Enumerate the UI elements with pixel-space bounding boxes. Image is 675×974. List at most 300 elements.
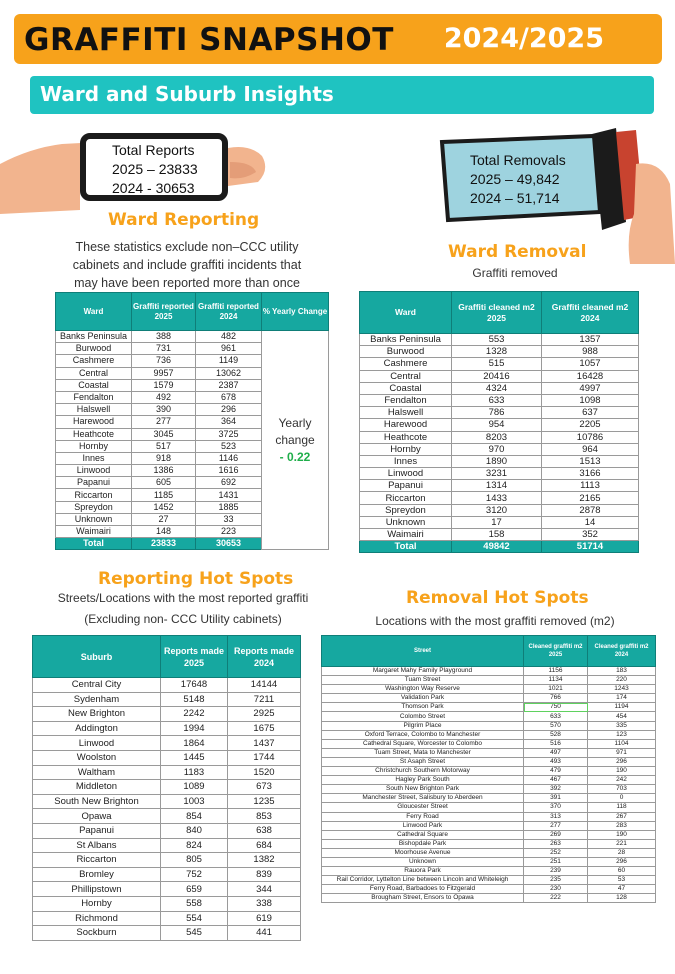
reporting-hotspots-note bbox=[38, 589, 328, 628]
table-row bbox=[322, 739, 656, 748]
table-cell: 123 bbox=[588, 730, 656, 739]
table-cell: 296 bbox=[588, 857, 656, 866]
table-cell: Middleton bbox=[33, 780, 161, 795]
table-cell: 263 bbox=[524, 839, 588, 848]
table-cell: 20416 bbox=[452, 370, 542, 382]
table-cell: 3045 bbox=[132, 428, 196, 440]
table-cell: Spreydon bbox=[56, 501, 132, 513]
table-cell: 1146 bbox=[196, 452, 262, 464]
table-cell: 633 bbox=[524, 712, 588, 721]
table-cell: 441 bbox=[228, 926, 301, 941]
total-removals-2024: 2024 – 51,714 bbox=[470, 190, 560, 206]
table-cell: 558 bbox=[161, 896, 228, 911]
table-cell: 1134 bbox=[524, 676, 588, 685]
table-cell: 1003 bbox=[161, 794, 228, 809]
table-cell: 703 bbox=[588, 785, 656, 794]
table-row bbox=[33, 707, 301, 722]
table-cell: St Asaph Street bbox=[322, 757, 524, 766]
yearly-change-label: Yearly bbox=[278, 415, 312, 430]
column-header: Ward bbox=[360, 292, 452, 334]
table-cell: Hornby bbox=[33, 896, 161, 911]
table-cell: Opawa bbox=[33, 809, 161, 824]
table-row bbox=[360, 370, 639, 382]
table-cell: Unknown bbox=[56, 513, 132, 525]
table-cell: 338 bbox=[228, 896, 301, 911]
removal-hotspots-table bbox=[321, 635, 656, 903]
table-cell: Papanui bbox=[360, 480, 452, 492]
table-cell: Linwood bbox=[33, 736, 161, 751]
table-cell: 0 bbox=[588, 794, 656, 803]
table-cell: 277 bbox=[524, 821, 588, 830]
table-cell: Linwood Park bbox=[322, 821, 524, 830]
table-cell: 1445 bbox=[161, 750, 228, 765]
table-cell: 128 bbox=[588, 894, 656, 903]
table-cell: 4997 bbox=[542, 382, 639, 394]
table-cell: 766 bbox=[524, 694, 588, 703]
table-cell: 2387 bbox=[196, 379, 262, 391]
table-row bbox=[322, 703, 656, 712]
table-cell: Papanui bbox=[56, 477, 132, 489]
table-cell: 493 bbox=[524, 757, 588, 766]
table-cell: 230 bbox=[524, 885, 588, 894]
reporting-hotspots-table bbox=[32, 635, 301, 941]
table-cell: 1616 bbox=[196, 465, 262, 477]
table-cell: 854 bbox=[161, 809, 228, 824]
table-cell: Spreydon bbox=[360, 504, 452, 516]
table-cell: Waimairi bbox=[360, 529, 452, 541]
table-cell: Central bbox=[360, 370, 452, 382]
total-removals-2025: 2025 – 49,842 bbox=[470, 171, 560, 187]
total-reports-summary bbox=[112, 141, 198, 198]
table-row bbox=[360, 529, 639, 541]
table-cell: 1113 bbox=[542, 480, 639, 492]
table-cell: 267 bbox=[588, 812, 656, 821]
table-cell: 1021 bbox=[524, 685, 588, 694]
table-cell: 5148 bbox=[161, 692, 228, 707]
table-cell: 364 bbox=[196, 416, 262, 428]
ward-reporting-note-line: These statistics exclude non–CCC utility bbox=[75, 240, 299, 254]
table-row bbox=[322, 757, 656, 766]
table-cell: 553 bbox=[452, 334, 542, 346]
table-cell: 8203 bbox=[452, 431, 542, 443]
table-cell: 918 bbox=[132, 452, 196, 464]
table-cell: 313 bbox=[524, 812, 588, 821]
table-cell: 190 bbox=[588, 830, 656, 839]
table-cell: 1386 bbox=[132, 465, 196, 477]
table-cell: 1433 bbox=[452, 492, 542, 504]
table-cell: 174 bbox=[588, 694, 656, 703]
table-cell: 786 bbox=[452, 407, 542, 419]
table-row bbox=[33, 809, 301, 824]
table-row bbox=[360, 468, 639, 480]
table-cell: Tuam Street, Mata to Manchester bbox=[322, 748, 524, 757]
table-cell: 1104 bbox=[588, 739, 656, 748]
table-cell: 528 bbox=[524, 730, 588, 739]
table-cell: 1314 bbox=[452, 480, 542, 492]
reporting-hotspots-title: Reporting Hot Spots bbox=[98, 569, 294, 589]
table-cell: 28 bbox=[588, 848, 656, 857]
table-cell: Heathcote bbox=[360, 431, 452, 443]
table-cell: Cathedral Square bbox=[322, 830, 524, 839]
table-cell: 269 bbox=[524, 830, 588, 839]
table-cell: South New Brighton bbox=[33, 794, 161, 809]
yearly-change-cell bbox=[262, 331, 329, 550]
total-cell: 30653 bbox=[196, 538, 262, 550]
table-row bbox=[33, 853, 301, 868]
table-row bbox=[360, 431, 639, 443]
table-row bbox=[322, 803, 656, 812]
table-cell: 673 bbox=[228, 780, 301, 795]
table-cell: Linwood bbox=[56, 465, 132, 477]
table-row bbox=[322, 748, 656, 757]
table-cell: Unknown bbox=[360, 516, 452, 528]
table-cell: 183 bbox=[588, 667, 656, 676]
yearly-change-value: - 0.22 bbox=[279, 449, 311, 464]
table-row bbox=[322, 876, 656, 885]
table-cell: 392 bbox=[524, 785, 588, 794]
total-removals-summary bbox=[470, 151, 566, 208]
table-cell: 222 bbox=[524, 894, 588, 903]
table-cell: Harewood bbox=[56, 416, 132, 428]
table-cell: 1057 bbox=[542, 358, 639, 370]
table-row bbox=[322, 839, 656, 848]
table-cell: 619 bbox=[228, 911, 301, 926]
table-row bbox=[33, 765, 301, 780]
table-cell: Addington bbox=[33, 721, 161, 736]
table-cell: 2205 bbox=[542, 419, 639, 431]
table-cell: Moorhouse Avenue bbox=[322, 848, 524, 857]
table-row bbox=[33, 896, 301, 911]
table-cell: 2165 bbox=[542, 492, 639, 504]
table-row bbox=[33, 911, 301, 926]
table-cell: 190 bbox=[588, 767, 656, 776]
table-cell: 570 bbox=[524, 721, 588, 730]
table-cell: 692 bbox=[196, 477, 262, 489]
table-cell: 1744 bbox=[228, 750, 301, 765]
table-cell: 388 bbox=[132, 331, 196, 343]
table-row bbox=[322, 794, 656, 803]
table-row bbox=[360, 443, 639, 455]
table-cell: 1994 bbox=[161, 721, 228, 736]
table-row bbox=[322, 767, 656, 776]
table-row bbox=[33, 882, 301, 897]
title-banner bbox=[14, 14, 662, 64]
table-cell: Harewood bbox=[360, 419, 452, 431]
table-row bbox=[33, 794, 301, 809]
table-cell: Tuam Street bbox=[322, 676, 524, 685]
reporting-hotspots-note-line: Streets/Locations with the most reported graffiti bbox=[57, 591, 309, 605]
table-cell: 1890 bbox=[452, 455, 542, 467]
table-cell: Papanui bbox=[33, 823, 161, 838]
table-cell: 239 bbox=[524, 867, 588, 876]
total-cell: Total bbox=[56, 538, 132, 550]
table-cell: 731 bbox=[132, 343, 196, 355]
table-row bbox=[322, 894, 656, 903]
table-row bbox=[360, 358, 639, 370]
table-row bbox=[322, 857, 656, 866]
table-row bbox=[33, 838, 301, 853]
table-cell: 1098 bbox=[542, 394, 639, 406]
table-row bbox=[33, 823, 301, 838]
table-cell: 961 bbox=[196, 343, 262, 355]
yearly-change-label: change bbox=[275, 432, 315, 447]
table-cell: 454 bbox=[588, 712, 656, 721]
table-cell: 1194 bbox=[588, 703, 656, 712]
table-row bbox=[33, 736, 301, 751]
table-cell: 3231 bbox=[452, 468, 542, 480]
table-cell: 1579 bbox=[132, 379, 196, 391]
table-cell: 335 bbox=[588, 721, 656, 730]
table-cell: 220 bbox=[588, 676, 656, 685]
table-row bbox=[360, 346, 639, 358]
table-cell: Bishopdale Park bbox=[322, 839, 524, 848]
table-row bbox=[322, 867, 656, 876]
table-cell: 633 bbox=[452, 394, 542, 406]
table-row bbox=[322, 685, 656, 694]
table-cell: Sockburn bbox=[33, 926, 161, 941]
table-cell: 736 bbox=[132, 355, 196, 367]
ward-removal-table bbox=[359, 291, 639, 553]
table-cell: Riccarton bbox=[360, 492, 452, 504]
table-cell: 390 bbox=[132, 404, 196, 416]
table-row bbox=[33, 692, 301, 707]
table-cell: 1431 bbox=[196, 489, 262, 501]
table-row bbox=[322, 676, 656, 685]
table-cell: 1328 bbox=[452, 346, 542, 358]
table-cell: Central City bbox=[33, 678, 161, 693]
table-cell: 235 bbox=[524, 876, 588, 885]
table-row bbox=[322, 848, 656, 857]
table-cell: 252 bbox=[524, 848, 588, 857]
table-row bbox=[322, 694, 656, 703]
table-cell: 605 bbox=[132, 477, 196, 489]
table-cell: Coastal bbox=[56, 379, 132, 391]
table-cell: 60 bbox=[588, 867, 656, 876]
reporting-hotspots-note-line: (Excluding non- CCC Utility cabinets) bbox=[84, 612, 282, 626]
table-cell: 2242 bbox=[161, 707, 228, 722]
table-row bbox=[33, 926, 301, 941]
table-cell: Unknown bbox=[322, 857, 524, 866]
table-cell: Burwood bbox=[56, 343, 132, 355]
column-header: % Yearly Change bbox=[262, 293, 329, 331]
table-cell: Coastal bbox=[360, 382, 452, 394]
table-row bbox=[360, 455, 639, 467]
table-cell: 467 bbox=[524, 776, 588, 785]
table-row bbox=[360, 407, 639, 419]
table-cell: Banks Peninsula bbox=[56, 331, 132, 343]
table-cell: 853 bbox=[228, 809, 301, 824]
table-cell: St Albans bbox=[33, 838, 161, 853]
table-cell: 482 bbox=[196, 331, 262, 343]
table-row bbox=[33, 780, 301, 795]
column-header: Reports made 2024 bbox=[228, 636, 301, 678]
table-cell: Brougham Street, Ensors to Opawa bbox=[322, 894, 524, 903]
total-reports-label: Total Reports bbox=[112, 142, 195, 158]
table-cell: 2878 bbox=[542, 504, 639, 516]
table-cell: 148 bbox=[132, 526, 196, 538]
table-cell: Richmond bbox=[33, 911, 161, 926]
column-header: Street bbox=[322, 636, 524, 667]
table-cell: 492 bbox=[132, 391, 196, 403]
table-row bbox=[322, 830, 656, 839]
table-cell: 638 bbox=[228, 823, 301, 838]
table-cell: Waltham bbox=[33, 765, 161, 780]
table-cell: South New Brighton Park bbox=[322, 785, 524, 794]
table-row bbox=[33, 721, 301, 736]
table-cell: Rauora Park bbox=[322, 867, 524, 876]
ward-reporting-note-line: may have been reported more than once bbox=[74, 276, 300, 290]
table-cell: 678 bbox=[196, 391, 262, 403]
table-cell: Oxford Terrace, Colombo to Manchester bbox=[322, 730, 524, 739]
table-cell: 296 bbox=[196, 404, 262, 416]
removal-hotspots-title: Removal Hot Spots bbox=[406, 588, 589, 608]
table-cell: 752 bbox=[161, 867, 228, 882]
table-cell: Cathedral Square, Worcester to Colombo bbox=[322, 739, 524, 748]
table-cell: 1513 bbox=[542, 455, 639, 467]
total-cell: 51714 bbox=[542, 541, 639, 553]
table-cell: 659 bbox=[161, 882, 228, 897]
table-cell: 13062 bbox=[196, 367, 262, 379]
column-header: Reports made 2025 bbox=[161, 636, 228, 678]
table-row bbox=[360, 419, 639, 431]
table-cell: 839 bbox=[228, 867, 301, 882]
table-cell: 221 bbox=[588, 839, 656, 848]
column-header: Cleaned graffiti m2 2025 bbox=[524, 636, 588, 667]
total-cell: 23833 bbox=[132, 538, 196, 550]
table-cell: 1089 bbox=[161, 780, 228, 795]
table-row bbox=[322, 776, 656, 785]
table-cell: Hornby bbox=[56, 440, 132, 452]
table-cell: Cashmere bbox=[360, 358, 452, 370]
table-cell: 242 bbox=[588, 776, 656, 785]
table-cell: 33 bbox=[196, 513, 262, 525]
table-cell: 118 bbox=[588, 803, 656, 812]
column-header: Cleaned graffiti m2 2024 bbox=[588, 636, 656, 667]
table-row bbox=[322, 885, 656, 894]
table-cell: 954 bbox=[452, 419, 542, 431]
table-cell: 497 bbox=[524, 748, 588, 757]
table-cell: Innes bbox=[360, 455, 452, 467]
table-cell: Linwood bbox=[360, 468, 452, 480]
table-cell: 1864 bbox=[161, 736, 228, 751]
table-cell: 824 bbox=[161, 838, 228, 853]
table-cell: 517 bbox=[132, 440, 196, 452]
table-cell: 283 bbox=[588, 821, 656, 830]
table-cell: 637 bbox=[542, 407, 639, 419]
table-cell: 1149 bbox=[196, 355, 262, 367]
table-cell: Fendalton bbox=[360, 394, 452, 406]
table-cell: 1357 bbox=[542, 334, 639, 346]
removal-hotspots-subtitle: Locations with the most graffiti removed (m2) bbox=[375, 614, 615, 628]
table-cell: 988 bbox=[542, 346, 639, 358]
table-cell: 1183 bbox=[161, 765, 228, 780]
table-cell: 523 bbox=[196, 440, 262, 452]
ward-reporting-note bbox=[52, 238, 322, 292]
table-row bbox=[360, 480, 639, 492]
table-cell: 1185 bbox=[132, 489, 196, 501]
table-row bbox=[322, 821, 656, 830]
table-cell: Central bbox=[56, 367, 132, 379]
table-row bbox=[360, 382, 639, 394]
column-header: Graffiti reported 2024 bbox=[196, 293, 262, 331]
table-cell: 352 bbox=[542, 529, 639, 541]
table-cell: Christchurch Southern Motorway bbox=[322, 767, 524, 776]
table-cell: 9957 bbox=[132, 367, 196, 379]
table-cell: 516 bbox=[524, 739, 588, 748]
table-cell: 1520 bbox=[228, 765, 301, 780]
section-banner bbox=[30, 76, 654, 114]
table-cell: Innes bbox=[56, 452, 132, 464]
table-cell: Pilgrim Place bbox=[322, 721, 524, 730]
column-header: Ward bbox=[56, 293, 132, 331]
table-cell: 14 bbox=[542, 516, 639, 528]
table-cell: 971 bbox=[588, 748, 656, 757]
table-cell: Gloucester Street bbox=[322, 803, 524, 812]
table-cell: 840 bbox=[161, 823, 228, 838]
table-cell: Fendalton bbox=[56, 391, 132, 403]
table-cell: 1243 bbox=[588, 685, 656, 694]
report-year: 2024/2025 bbox=[443, 23, 604, 54]
table-cell: Manchester Street, Salisbury to Aberdeen bbox=[322, 794, 524, 803]
table-cell: 251 bbox=[524, 857, 588, 866]
table-cell: 7211 bbox=[228, 692, 301, 707]
ward-reporting-title: Ward Reporting bbox=[108, 210, 260, 230]
table-cell: Validation Park bbox=[322, 694, 524, 703]
table-cell: 391 bbox=[524, 794, 588, 803]
table-row bbox=[360, 504, 639, 516]
table-cell: Riccarton bbox=[56, 489, 132, 501]
table-row bbox=[33, 750, 301, 765]
table-cell: Ferry Road, Barbadoes to Fitzgerald bbox=[322, 885, 524, 894]
table-cell: 964 bbox=[542, 443, 639, 455]
table-cell: 17 bbox=[452, 516, 542, 528]
table-cell: 3120 bbox=[452, 504, 542, 516]
table-cell: 53 bbox=[588, 876, 656, 885]
table-cell: Bromley bbox=[33, 867, 161, 882]
table-cell: 684 bbox=[228, 838, 301, 853]
table-cell: 14144 bbox=[228, 678, 301, 693]
table-cell: Halswell bbox=[56, 404, 132, 416]
table-cell: 750 bbox=[524, 703, 588, 712]
table-cell: 370 bbox=[524, 803, 588, 812]
table-cell: 2925 bbox=[228, 707, 301, 722]
table-cell: 970 bbox=[452, 443, 542, 455]
table-cell: 3725 bbox=[196, 428, 262, 440]
table-cell: Heathcote bbox=[56, 428, 132, 440]
table-row bbox=[33, 867, 301, 882]
table-cell: 17648 bbox=[161, 678, 228, 693]
total-row bbox=[360, 541, 639, 553]
table-row bbox=[322, 712, 656, 721]
ward-removal-subtitle: Graffiti removed bbox=[472, 266, 558, 280]
table-row bbox=[33, 678, 301, 693]
table-cell: 1437 bbox=[228, 736, 301, 751]
section-banner-title: Ward and Suburb Insights bbox=[40, 82, 334, 106]
table-cell: Phillipstown bbox=[33, 882, 161, 897]
table-cell: Rail Corridor, Lyttelton Line between Lincoln and Whiteleigh bbox=[322, 876, 524, 885]
table-cell: 296 bbox=[588, 757, 656, 766]
table-cell: 277 bbox=[132, 416, 196, 428]
table-row bbox=[322, 667, 656, 676]
table-row bbox=[322, 721, 656, 730]
column-header: Graffiti cleaned m2 2024 bbox=[542, 292, 639, 334]
table-cell: Waimairi bbox=[56, 526, 132, 538]
table-cell: New Brighton bbox=[33, 707, 161, 722]
table-cell: 3166 bbox=[542, 468, 639, 480]
table-cell: Washington Way Reserve bbox=[322, 685, 524, 694]
table-row bbox=[56, 331, 329, 343]
table-cell: 47 bbox=[588, 885, 656, 894]
